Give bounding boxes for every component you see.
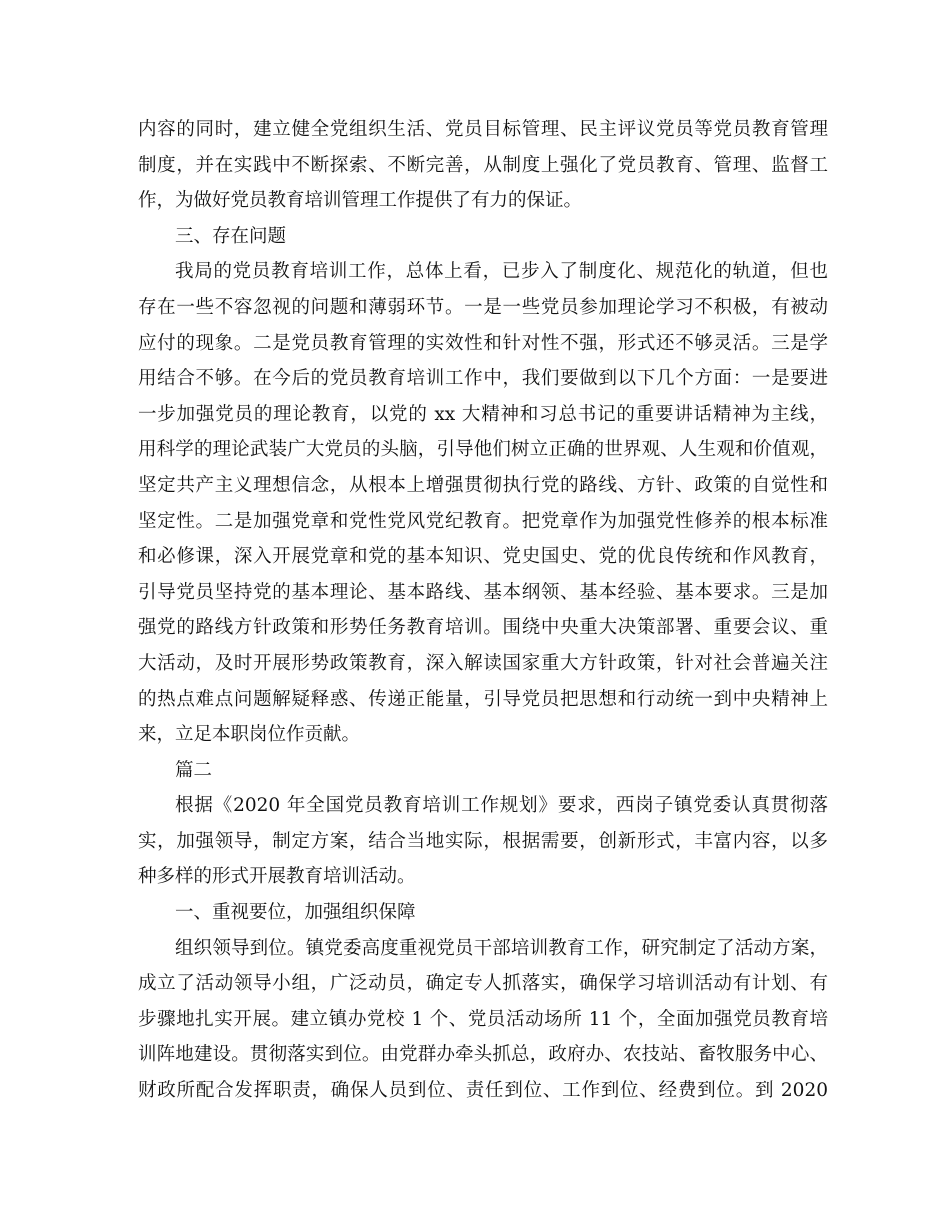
text-line: 作，为做好党员教育培训管理工作提供了有力的保证。 — [138, 190, 583, 212]
text-line: 步骤地扎实开展。建立镇办党校 1 个、党员活动场所 11 个，全面加强党员教育培 — [138, 1008, 828, 1030]
text-line: 内容的同时，建立健全党组织生活、党员目标管理、民主评议党员等党员教育管理 — [138, 119, 828, 140]
text-line: 大活动，及时开展形势政策教育，深入解读国家重大方针政策，针对社会普遍关注 — [138, 652, 828, 674]
text-line: 坚定共产主义理想信念，从根本上增强贯彻执行党的路线、方针、政策的自觉性和 — [138, 474, 828, 496]
text-line: 实，加强领导，制定方案，结合当地实际，根据需要，创新形式，丰富内容，以多 — [138, 830, 828, 852]
text-line: 来，立足本职岗位作贡献。 — [138, 724, 361, 746]
text-line: 种多样的形式开展教育培训活动。 — [138, 866, 416, 888]
text-line: 我局的党员教育培训工作，总体上看，已步入了制度化、规范化的轨道，但也 — [175, 261, 828, 283]
text-line: 组织领导到位。镇党委高度重视党员干部培训教育工作，研究制定了活动方案， — [175, 937, 828, 959]
text-line: 和必修课，深入开展党章和党的基本知识、党史国史、党的优良传统和作风教育， — [138, 546, 828, 568]
text-line: 强党的路线方针政策和形势任务教育培训。围绕中央重大决策部署、重要会议、重 — [138, 617, 828, 639]
text-line: 训阵地建设。贯彻落实到位。由党群办牵头抓总，政府办、农技站、畜牧服务中心、 — [138, 1044, 828, 1066]
text-line: 存在一些不容忽视的问题和薄弱环节。一是一些党员参加理论学习不积极，有被动 — [138, 296, 828, 318]
text-line: 的热点难点问题解疑释惑、传递正能量，引导党员把思想和行动统一到中央精神上 — [138, 688, 828, 710]
text-line: 财政所配合发挥职责，确保人员到位、责任到位、工作到位、经费到位。到 2020 — [138, 1080, 828, 1102]
text-line: 一、重视要位，加强组织保障 — [175, 902, 416, 924]
text-line: 篇二 — [175, 759, 213, 781]
text-line: 三、存在问题 — [175, 225, 287, 247]
text-line: 用科学的理论武装广大党员的头脑，引导他们树立正确的世界观、人生观和价值观， — [138, 439, 828, 461]
text-line: 制度，并在实践中不断探索、不断完善，从制度上强化了党员教育、管理、监督工 — [138, 154, 828, 176]
document-body — [138, 112, 828, 1109]
text-line: 根据《2020 年全国党员教育培训工作规划》要求，西岗子镇党委认真贯彻落 — [175, 795, 828, 817]
text-line: 一步加强党员的理论教育，以党的 xx 大精神和习总书记的重要讲话精神为主线， — [138, 403, 828, 425]
text-line: 坚定性。二是加强党章和党性党风党纪教育。把党章作为加强党性修养的根本标准 — [138, 510, 828, 532]
text-line: 成立了活动领导小组，广泛动员，确定专人抓落实，确保学习培训活动有计划、有 — [138, 973, 828, 995]
text-line: 应付的现象。二是党员教育管理的实效性和针对性不强，形式还不够灵活。三是学 — [138, 332, 828, 354]
text-line: 引导党员坚持党的基本理论、基本路线、基本纲领、基本经验、基本要求。三是加 — [138, 581, 828, 603]
text-line: 用结合不够。在今后的党员教育培训工作中，我们要做到以下几个方面：一是要进 — [138, 368, 828, 390]
